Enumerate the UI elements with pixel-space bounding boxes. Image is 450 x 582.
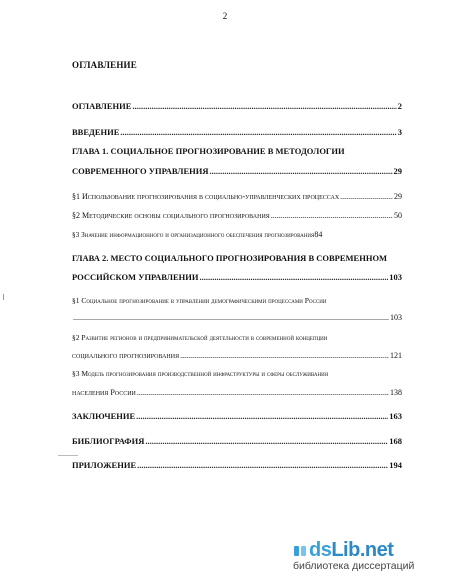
toc-page-number: 3 — [397, 127, 402, 137]
toc-entry-label: ОГЛАВЛЕНИЕ — [72, 101, 132, 111]
toc-entry-ch1-s2[interactable] — [72, 211, 402, 220]
toc-entry-ch2-s2[interactable] — [72, 351, 402, 360]
toc-entry-chapter-1[interactable] — [72, 166, 402, 176]
toc-chapter-2-title-line: ГЛАВА 2. МЕСТО СОЦИАЛЬНОГО ПРОГНОЗИРОВАНИЯ В СОВРЕМЕННОМ — [72, 253, 388, 263]
toc-entry-bibliography[interactable] — [72, 436, 402, 446]
watermark-subtitle: библиотека диссертаций — [293, 560, 415, 572]
watermark-logo: dsLib.net — [309, 539, 394, 561]
leader-dots — [73, 313, 389, 322]
page-number: 2 — [222, 11, 228, 21]
leader-dots — [210, 166, 393, 176]
toc-entry-label: СОВРЕМЕННОГО УПРАВЛЕНИЯ — [72, 166, 209, 176]
toc-entry-appendix[interactable] — [72, 460, 402, 470]
toc-ch2-s2-title-line: §2 Развитие регионов и предпринимательской деятельности в современной концепции — [72, 333, 328, 342]
toc-page-number: 168 — [389, 436, 402, 446]
toc-entry-ch1-s1[interactable] — [72, 192, 402, 201]
toc-entry-label: БИБЛИОГРАФИЯ — [72, 436, 145, 446]
toc-page-number: 2 — [397, 101, 402, 111]
toc-page-number: 163 — [389, 411, 402, 421]
toc-entry-label: ПРИЛОЖЕНИЕ — [72, 460, 137, 470]
leader-dots — [340, 192, 393, 201]
leader-dots — [145, 436, 388, 446]
toc-page-number: 138 — [390, 388, 402, 397]
toc-ch2-s1-title-line: §1 Социальное прогнозирование в управлении демографическими процессами России — [72, 296, 327, 305]
leader-dots — [120, 127, 396, 137]
toc-page-number: 84 — [314, 230, 323, 239]
leader-dots — [132, 101, 396, 111]
book-icon — [293, 544, 307, 558]
leader-dots — [180, 351, 389, 360]
scan-artifact — [58, 455, 78, 456]
toc-entry-contents[interactable] — [72, 101, 402, 111]
toc-chapter-1-title-line: ГЛАВА 1. СОЦИАЛЬНОЕ ПРОГНОЗИРОВАНИЕ В МЕТОДОЛОГИИ — [72, 146, 345, 156]
toc-entry-label: §1 Использование прогнозирования в социально-управленческих процессах — [72, 192, 340, 201]
toc-entry-ch1-s3[interactable] — [72, 230, 402, 239]
toc-entry-label: РОССИЙСКОМ УПРАВЛЕНИИ — [72, 272, 199, 282]
toc-entry-label: §2 Методические основы социального прогнозирования — [72, 211, 270, 220]
toc-entry-conclusion[interactable] — [72, 411, 402, 421]
toc-entry-introduction[interactable] — [72, 127, 402, 137]
toc-entry-label: населения России — [72, 388, 136, 397]
leader-dots — [136, 411, 388, 421]
document-heading: ОГЛАВЛЕНИЕ — [72, 60, 137, 70]
toc-page-number: 50 — [394, 211, 402, 220]
leader-dots — [199, 272, 388, 282]
toc-page-number: 194 — [389, 460, 402, 470]
leader-dots — [271, 211, 393, 220]
dslib-watermark — [293, 539, 414, 572]
toc-entry-label: социального прогнозирования — [72, 351, 180, 360]
toc-entry-label: ВВЕДЕНИЕ — [72, 127, 120, 137]
toc-entry-chapter-2[interactable] — [72, 272, 402, 282]
toc-page-number: 29 — [393, 166, 402, 176]
toc-entry-label: §3 Значение информационного и организационного обеспечения прогнозирования — [72, 230, 315, 239]
leader-dots — [137, 460, 388, 470]
toc-entry-ch2-s3[interactable] — [72, 388, 402, 397]
toc-entry-label: ЗАКЛЮЧЕНИЕ — [72, 411, 136, 421]
toc-page-number: 121 — [390, 351, 402, 360]
scan-artifact — [3, 294, 4, 300]
toc-page-number: 103 — [389, 272, 402, 282]
toc-page-number: 29 — [394, 192, 402, 201]
toc-page-number: 103 — [390, 313, 402, 322]
toc-entry-ch2-s1[interactable] — [72, 313, 402, 322]
leader-dots — [137, 388, 389, 397]
toc-ch2-s3-title-line: §3 Модель прогнозирования производственной инфраструктуры и сферы обслуживания — [72, 369, 329, 378]
